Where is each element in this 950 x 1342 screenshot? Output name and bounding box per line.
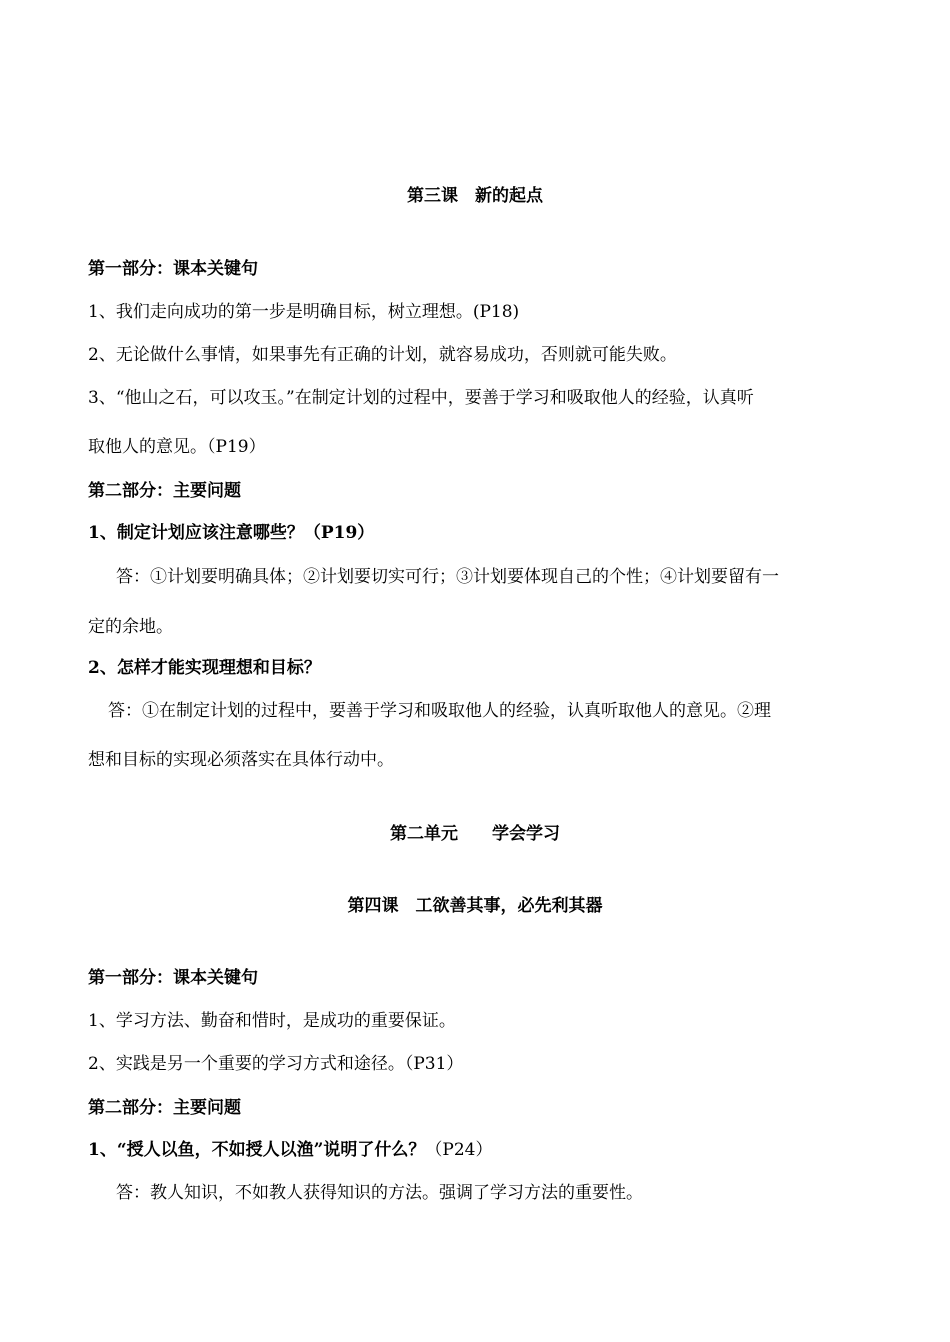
lesson3-question-1: 1、制定计划应该注意哪些？（P19） <box>88 523 375 543</box>
lesson3-part1-heading: 第一部分：课本关键句 <box>88 259 258 279</box>
lesson4-question-1-text: 1、“授人以鱼，不如授人以渔”说明了什么？ <box>88 1140 426 1160</box>
lesson3-key-sentence-3-line2: 取他人的意见。（P19） <box>88 437 266 457</box>
lesson3-part2-heading: 第二部分：主要问题 <box>88 481 241 501</box>
lesson4-title: 第四课 工欲善其事，必先利其器 <box>347 896 603 916</box>
lesson4-question-1 <box>88 1138 863 1162</box>
lesson3-key-sentence-3-line1: 3、“他山之石，可以攻玉。”在制定计划的过程中，要善于学习和吸取他人的经验，认真听 <box>88 388 754 408</box>
lesson4-key-sentence-1: 1、学习方法、勤奋和惜时，是成功的重要保证。 <box>88 1011 456 1031</box>
unit2-title: 第二单元 学会学习 <box>390 824 560 844</box>
lesson4-answer-1: 答：教人知识，不如教人获得知识的方法。强调了学习方法的重要性。 <box>116 1183 643 1203</box>
lesson3-key-sentence-1: 1、我们走向成功的第一步是明确目标，树立理想。(P18) <box>88 302 520 322</box>
lesson4-key-sentence-2: 2、实践是另一个重要的学习方式和途径。（P31） <box>88 1054 464 1074</box>
lesson3-key-sentence-2: 2、无论做什么事情，如果事先有正确的计划，就容易成功，否则就可能失败。 <box>88 345 677 365</box>
lesson3-question-2: 2、怎样才能实现理想和目标？ <box>88 658 321 678</box>
lesson3-answer-2-line2: 想和目标的实现必须落实在具体行动中。 <box>88 750 394 770</box>
lesson3-answer-1-line1: 答：①计划要明确具体；②计划要切实可行；③计划要体现自己的个性；④计划要留有一 <box>116 567 779 587</box>
lesson3-answer-2-line1: 答：①在制定计划的过程中，要善于学习和吸取他人的经验，认真听取他人的意见。②理 <box>108 701 771 721</box>
lesson4-question-1-page-ref: （P24） <box>425 1140 493 1160</box>
lesson4-part2-heading: 第二部分：主要问题 <box>88 1098 241 1118</box>
lesson3-title: 第三课 新的起点 <box>407 186 543 206</box>
lesson4-part1-heading: 第一部分：课本关键句 <box>88 968 258 988</box>
lesson3-answer-1-line2: 定的余地。 <box>88 617 173 637</box>
